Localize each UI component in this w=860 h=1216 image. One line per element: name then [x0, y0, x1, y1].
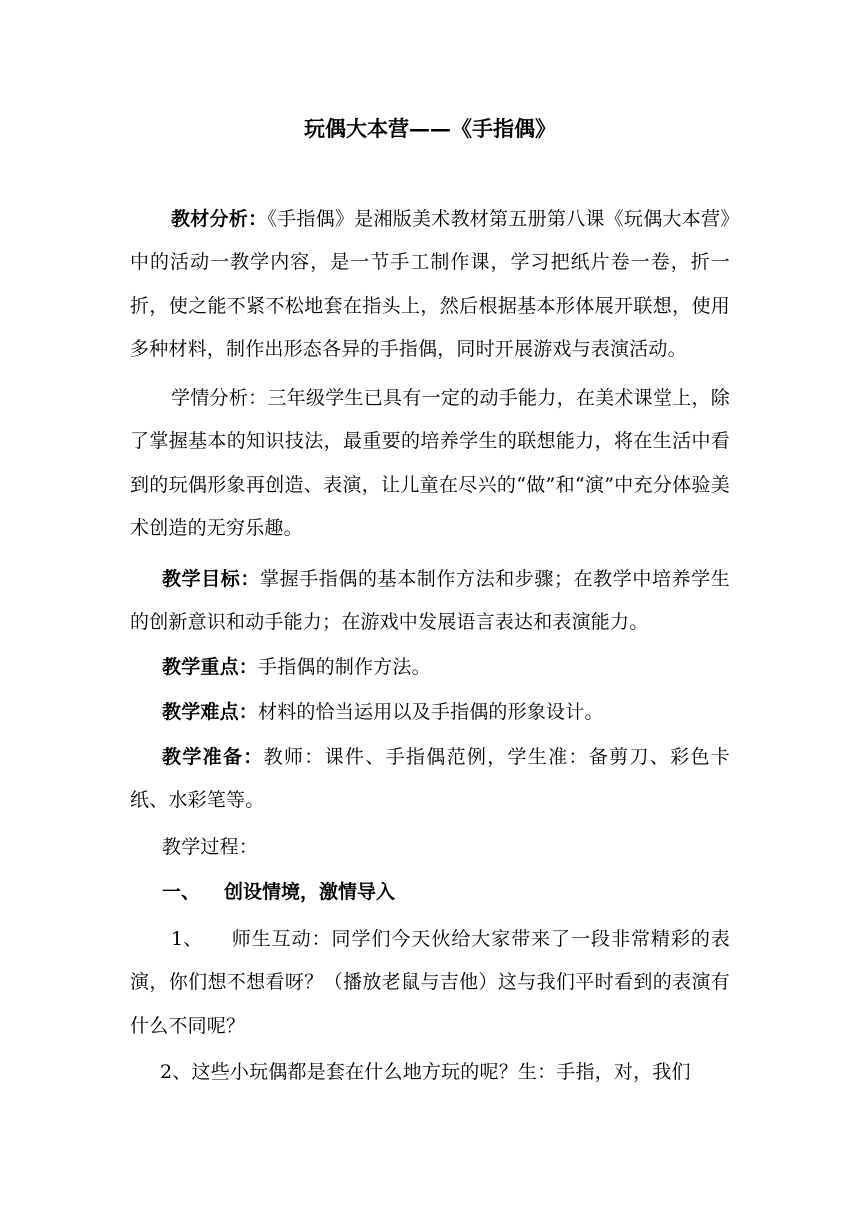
paragraph-teaching-difficulty [130, 691, 730, 734]
label-teaching-goal: 教学目标： [162, 568, 260, 590]
paragraph-teaching-process [130, 826, 730, 869]
paragraph-student-analysis [130, 377, 730, 551]
text-teaching-prep: 教师：课件、手指偶范例，学生准：备剪刀、彩色卡纸、水彩笔等。 [130, 746, 730, 812]
paragraph-teaching-prep [130, 736, 730, 823]
item-two-number: 2、 [160, 1061, 192, 1083]
item-one-text: 师生互动：同学们今天伙给大家带来了一段非常精彩的表演，你们想不想看呀？（播放老鼠与吉他）这与我们平时看到的表演有什么不同呢？ [130, 928, 730, 1037]
paragraph-item-two [130, 1051, 730, 1094]
text-teaching-process: 教学过程： [162, 836, 259, 858]
item-two-text: 这些小玩偶都是套在什么地方玩的呢？生：手指，对，我们 [191, 1061, 691, 1083]
heading-section-one [162, 871, 395, 914]
document-title: 玩偶大本营——《手指偶》 [304, 116, 556, 141]
text-teaching-difficulty: 材料的恰当运用以及手指偶的形象设计。 [258, 701, 604, 723]
paragraph-teaching-key [130, 646, 730, 689]
heading-section-one-number: 一、 [162, 881, 201, 903]
label-teaching-difficulty: 教学难点： [162, 701, 259, 723]
text-student-analysis: 学情分析：三年级学生已具有一定的动手能力，在美术课堂上，除了掌握基本的知识技法，最重要的培养学生的联想能力，将在生活中看到的玩偶形象再创造、表演，让儿童在尽兴的“做”和“演”中充分体验美术创造的无穷乐趣。 [130, 387, 730, 540]
heading-section-one-text: 创设情境，激情导入 [224, 881, 396, 903]
label-material-analysis: 教材分析： [171, 208, 268, 230]
paragraph-teaching-goal [130, 558, 730, 645]
text-material-analysis: 《手指偶》是湘版美术教材第五册第八课《玩偶大本营》中的活动一教学内容，是一节手工制作课，学习把纸片卷一卷，折一折，使之能不紧不松地套在指头上，然后根据基本形体展开联想，使用多种材料，制作出形态各异的手指偶，同时开展游戏与表演活动。 [130, 208, 730, 361]
item-one-number: 1、 [171, 928, 203, 950]
paragraph-item-one [130, 918, 730, 1048]
text-teaching-key: 手指偶的制作方法。 [258, 656, 431, 678]
text-teaching-goal: 掌握手指偶的基本制作方法和步骤；在教学中培养学生的创新意识和动手能力；在游戏中发展语言表达和表演能力。 [130, 568, 730, 634]
label-teaching-prep: 教学准备： [162, 746, 264, 768]
label-teaching-key: 教学重点： [162, 656, 259, 678]
paragraph-material-analysis [130, 198, 730, 372]
